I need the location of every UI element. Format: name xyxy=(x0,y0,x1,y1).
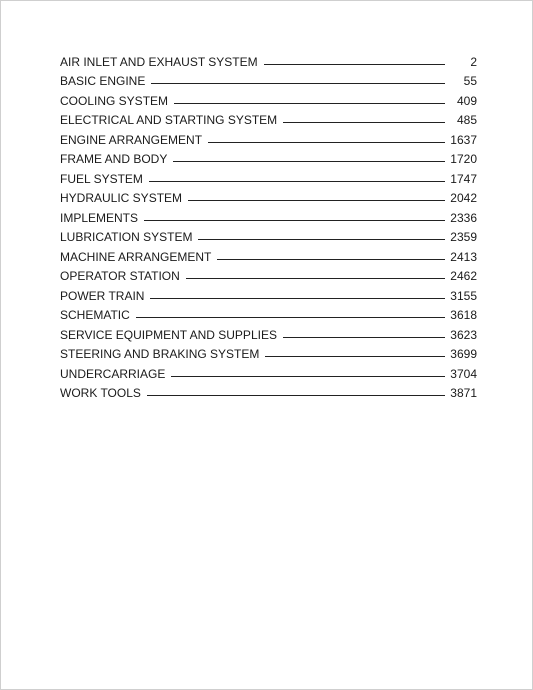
toc-entry-title: UNDERCARRIAGE xyxy=(60,366,166,381)
toc-entry-page-number: 1747 xyxy=(450,171,477,186)
toc-entry-title: SCHEMATIC xyxy=(60,308,130,322)
toc-entry[interactable] xyxy=(60,49,477,69)
toc-entry-title: ENGINE ARRANGEMENT xyxy=(60,132,203,147)
toc-leader-line xyxy=(150,298,445,299)
toc-leader-line xyxy=(217,259,445,260)
toc-entry[interactable] xyxy=(60,381,477,401)
toc-leader-line xyxy=(265,356,445,357)
toc-entry-page-number: 55 xyxy=(463,74,477,88)
toc-entry-page-number: 2042 xyxy=(450,191,477,205)
toc-entry-page-number: 3618 xyxy=(450,308,477,322)
toc-entry[interactable] xyxy=(60,303,477,323)
toc-entry-page-number: 2336 xyxy=(450,210,477,225)
toc-entry-page-number: 2359 xyxy=(450,230,477,244)
toc-entry[interactable] xyxy=(60,88,477,108)
toc-entry-title: ELECTRICAL AND STARTING SYSTEM xyxy=(60,113,278,127)
toc-entry-page-number: 485 xyxy=(456,113,477,127)
toc-entry-page-number: 3871 xyxy=(450,386,477,400)
toc-entry-title: WORK TOOLS xyxy=(60,386,141,400)
toc-entry[interactable] xyxy=(60,283,477,303)
toc-entry[interactable] xyxy=(60,205,477,225)
toc-entry[interactable] xyxy=(60,342,477,362)
toc-leader-line xyxy=(144,220,445,221)
toc-entry[interactable] xyxy=(60,69,477,89)
toc-entry[interactable] xyxy=(60,361,477,381)
toc-entry-title: STEERING AND BRAKING SYSTEM xyxy=(60,347,260,361)
toc-entry-title: MACHINE ARRANGEMENT xyxy=(60,249,212,264)
toc-entry-page-number: 3704 xyxy=(450,366,477,381)
toc-entry-page-number: 3155 xyxy=(450,288,477,303)
toc-leader-line xyxy=(147,395,445,396)
toc-leader-line xyxy=(186,278,445,279)
toc-entry-page-number: 1720 xyxy=(450,152,477,166)
toc-leader-line xyxy=(283,337,445,338)
toc-leader-line xyxy=(198,239,445,240)
toc-entry-title: POWER TRAIN xyxy=(60,288,145,303)
toc-entry[interactable] xyxy=(60,147,477,167)
toc-entry-title: AIR INLET AND EXHAUST SYSTEM xyxy=(60,54,258,69)
toc-leader-line xyxy=(264,64,445,65)
toc-entry-page-number: 2462 xyxy=(450,269,477,283)
toc-entry-title: IMPLEMENTS xyxy=(60,210,139,225)
toc-entry-title: COOLING SYSTEM xyxy=(60,93,169,108)
toc-leader-line xyxy=(174,103,445,104)
toc-entry-title: HYDRAULIC SYSTEM xyxy=(60,191,183,205)
toc-leader-line xyxy=(149,181,445,182)
toc-leader-line xyxy=(208,142,445,143)
toc-entry[interactable] xyxy=(60,127,477,147)
toc-entry[interactable] xyxy=(60,322,477,342)
toc-entry-page-number: 409 xyxy=(456,93,477,108)
toc-entry-title: LUBRICATION SYSTEM xyxy=(60,230,193,244)
toc-leader-line xyxy=(136,317,445,318)
toc-entry[interactable] xyxy=(60,166,477,186)
toc-entry[interactable] xyxy=(60,108,477,128)
toc-leader-line xyxy=(151,83,445,84)
toc-entry[interactable] xyxy=(60,264,477,284)
toc-entry-title: SERVICE EQUIPMENT AND SUPPLIES xyxy=(60,327,277,342)
toc-entry-page-number: 1637 xyxy=(450,132,477,147)
toc-leader-line xyxy=(283,122,445,123)
toc-entry-title: OPERATOR STATION xyxy=(60,269,180,283)
toc-entry-title: BASIC ENGINE xyxy=(60,74,146,88)
toc-entry-title: FRAME AND BODY xyxy=(60,152,168,166)
toc-leader-line xyxy=(173,161,445,162)
toc-entry-page-number: 2 xyxy=(470,54,477,69)
toc-entry[interactable] xyxy=(60,225,477,245)
toc-entry[interactable] xyxy=(60,244,477,264)
toc-entry[interactable] xyxy=(60,186,477,206)
toc-entry-page-number: 2413 xyxy=(450,249,477,264)
toc-leader-line xyxy=(171,376,445,377)
toc-leader-line xyxy=(188,200,445,201)
table-of-contents xyxy=(60,49,477,400)
toc-entry-title: FUEL SYSTEM xyxy=(60,171,143,186)
toc-entry-page-number: 3623 xyxy=(450,327,477,342)
toc-entry-page-number: 3699 xyxy=(450,347,477,361)
